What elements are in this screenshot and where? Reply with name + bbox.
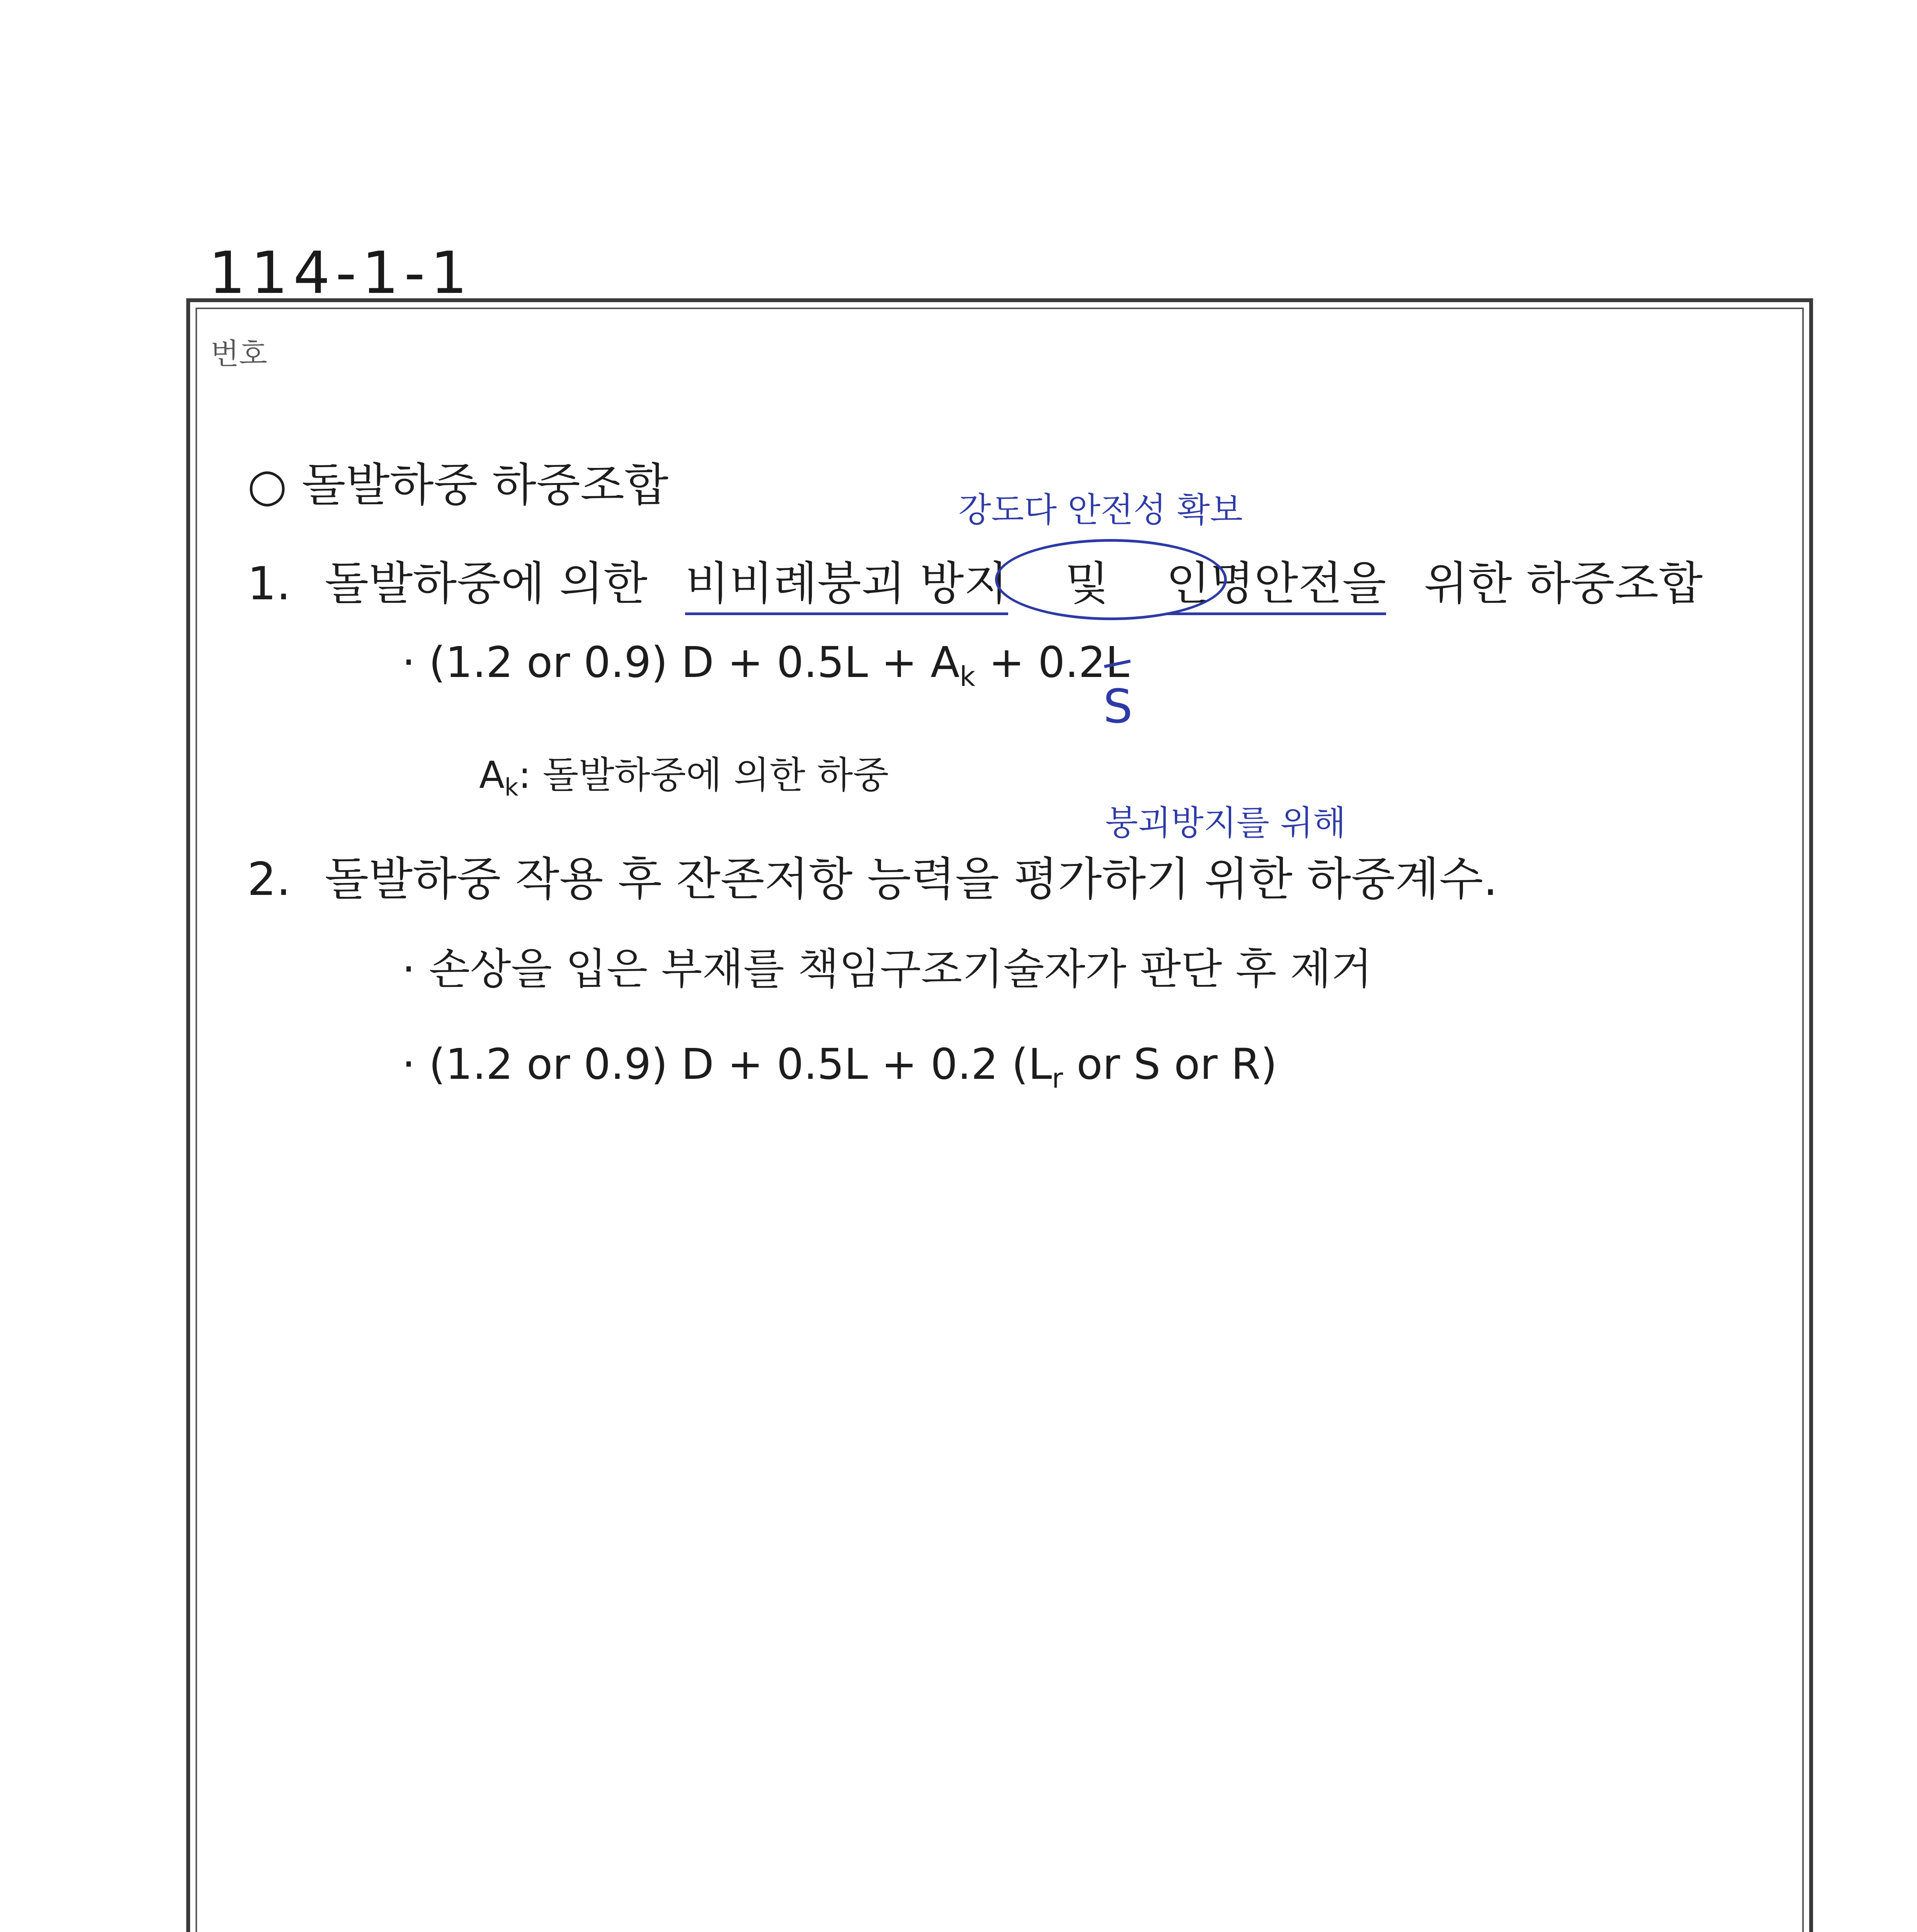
item1-formula-main: · (1.2 or 0.9) D + 0.5L + A bbox=[402, 638, 960, 687]
item2-text: 돌발하중 작용 후 잔존저항 능력을 평가하기 위한 하중계수. bbox=[325, 852, 1498, 906]
item2-formula-sub: r bbox=[1052, 1063, 1063, 1094]
item1-formula-rest: + 0.2 bbox=[975, 638, 1106, 687]
annotation-circle bbox=[995, 539, 1227, 620]
item2-bullet: · 손상을 입은 부재를 책임구조기술자가 판단 후 제거 bbox=[402, 944, 1373, 994]
item1-text-after: 위한 하중조합 bbox=[1424, 557, 1703, 610]
page-id: 114-1-1 bbox=[209, 240, 473, 307]
item2-number: 2. bbox=[247, 852, 291, 906]
item2-formula-main: · (1.2 or 0.9) D + 0.5L + 0.2 (L bbox=[402, 1039, 1052, 1089]
item1-text-before: 돌발하중에 의한 bbox=[325, 557, 648, 610]
item1-definition bbox=[479, 746, 889, 801]
item1-number: 1. bbox=[247, 557, 291, 610]
number-label: 번호 bbox=[211, 337, 267, 371]
item2-line bbox=[247, 842, 1498, 908]
item1-underlined-b: 인명안전을 bbox=[1166, 557, 1386, 615]
item1-formula-struck: L bbox=[1106, 638, 1129, 687]
item1-def-rest: : 돌발하중에 의한 하중 bbox=[518, 753, 889, 797]
item2-formula bbox=[402, 1039, 1277, 1094]
item1-text-mid: 및 bbox=[1065, 557, 1109, 610]
item2-annotation: 붕괴방지를 위해 bbox=[1105, 803, 1346, 843]
item1-formula bbox=[402, 638, 1129, 692]
item1-line bbox=[247, 547, 1703, 612]
item2-formula-rest: or S or R) bbox=[1063, 1039, 1277, 1089]
item1-annotation: 강도다 안전성 확보 bbox=[958, 490, 1243, 530]
item1-def-sub: k bbox=[504, 773, 519, 802]
item1-def-main: A bbox=[479, 753, 505, 797]
item1-underlined-a: 비비례붕괴 방지 bbox=[685, 557, 1008, 615]
item1-formula-sub: k bbox=[959, 661, 975, 692]
section-heading: ○ 돌발하중 하중조합 bbox=[247, 458, 668, 512]
item1-formula-correction: S bbox=[1103, 680, 1133, 734]
